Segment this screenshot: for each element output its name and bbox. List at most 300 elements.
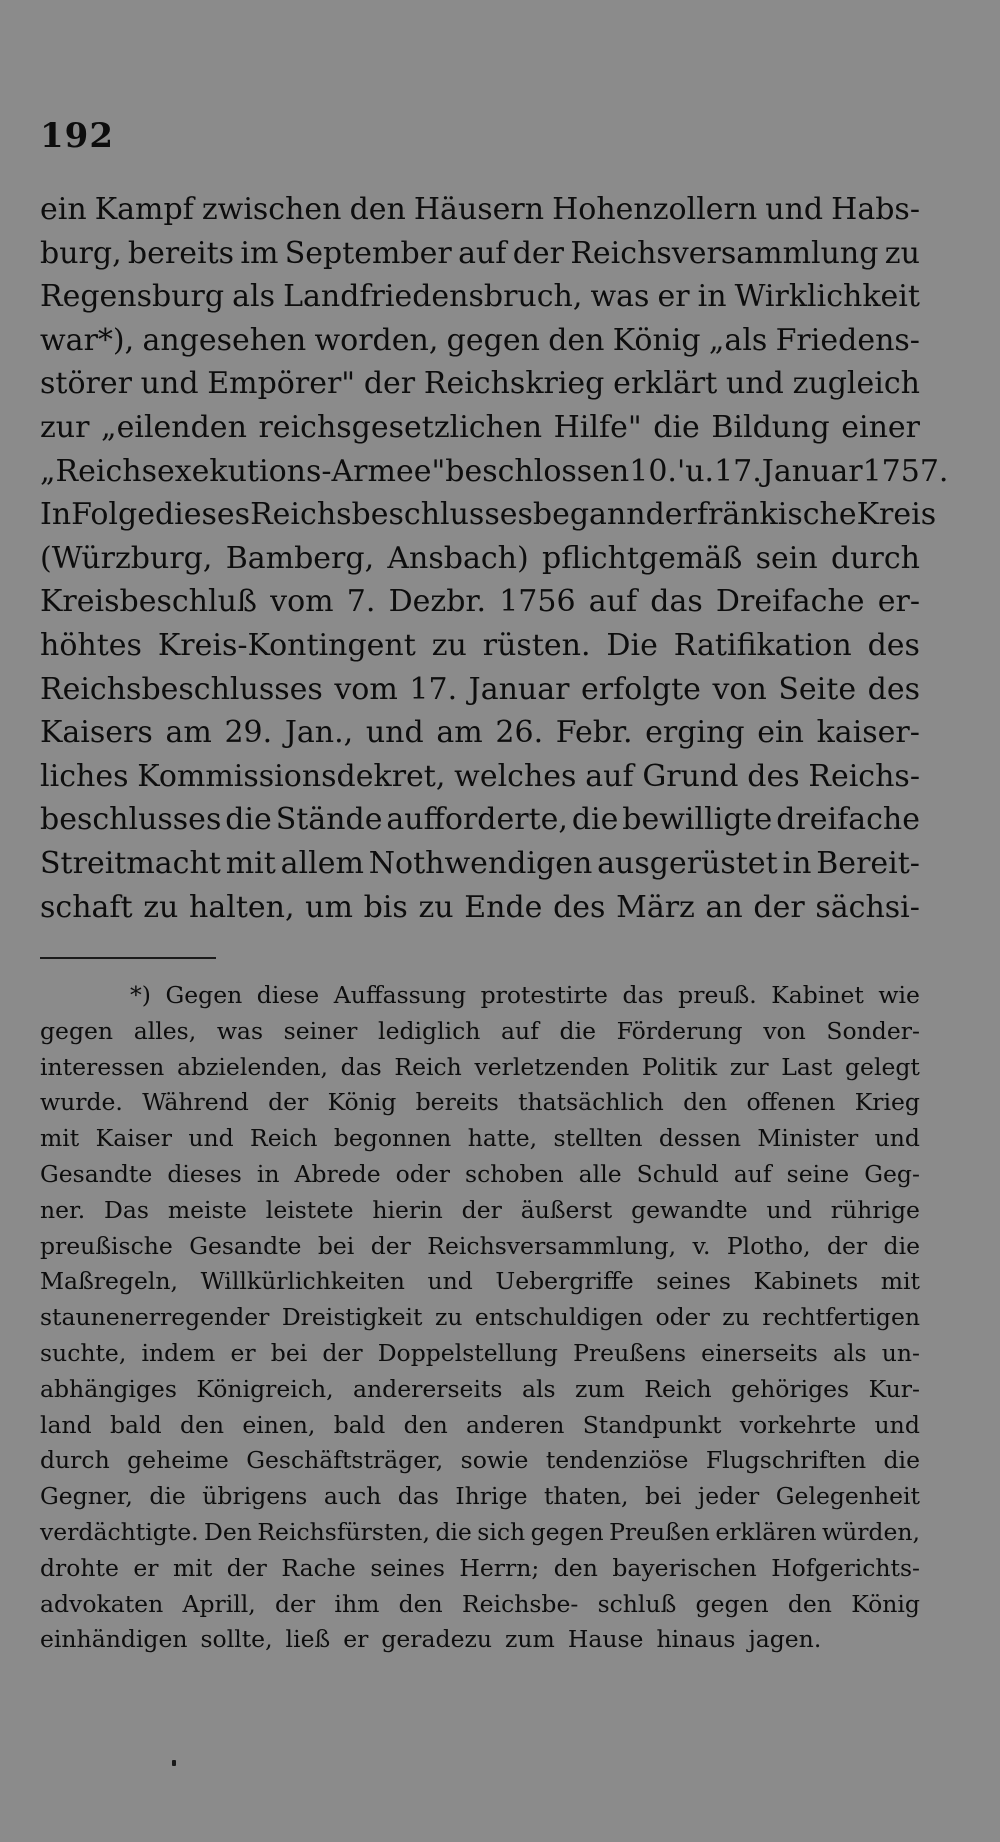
- word: sollte,: [200, 1625, 273, 1654]
- text-line: [40, 711, 920, 755]
- word: land: [40, 1410, 92, 1439]
- word: tendenziöse: [545, 1446, 689, 1475]
- word: Krieg: [854, 1088, 920, 1117]
- word: Ende: [464, 889, 543, 925]
- word: den: [548, 322, 605, 358]
- word: 17.: [714, 453, 762, 489]
- word: Jan.,: [284, 715, 354, 751]
- word: Reichsversammlung: [570, 235, 879, 271]
- word: als: [521, 1374, 556, 1403]
- word: den: [349, 192, 406, 227]
- word: erfolgte: [581, 671, 701, 707]
- word: un-: [881, 1338, 920, 1367]
- word: verletzenden: [474, 1052, 630, 1081]
- footnote-line: [40, 1443, 920, 1479]
- word: ein: [40, 192, 87, 227]
- text-line: [40, 275, 920, 319]
- text-line: [40, 624, 920, 668]
- word: seine: [786, 1159, 850, 1188]
- word: Gelegenheit: [775, 1482, 920, 1511]
- word: Politik: [641, 1052, 718, 1081]
- word: zur: [729, 1052, 769, 1081]
- word: Empörer": [207, 366, 356, 402]
- word: König: [851, 1589, 920, 1618]
- word: In: [40, 497, 72, 533]
- word: König: [327, 1088, 397, 1117]
- word: staunenerregender: [40, 1303, 270, 1332]
- word: war*),: [40, 322, 135, 358]
- word: das: [650, 584, 703, 620]
- word: begann: [532, 497, 646, 533]
- print-speck: [172, 1760, 176, 1766]
- word: kaiser-: [816, 715, 920, 751]
- word: hinaus: [656, 1625, 736, 1654]
- word: Dreistigkeit: [281, 1303, 423, 1332]
- word: an: [705, 889, 743, 925]
- word: Reichsbe-: [461, 1589, 579, 1618]
- word: mit: [173, 1553, 213, 1582]
- word: verdächtigte.: [40, 1517, 199, 1546]
- word: zu: [418, 889, 454, 925]
- word: wurde.: [40, 1088, 123, 1117]
- word: des: [867, 627, 920, 663]
- text-line: [40, 798, 920, 842]
- word: Königreich,: [196, 1374, 334, 1403]
- word: Last: [781, 1052, 833, 1081]
- word: mit: [40, 1124, 80, 1153]
- word: er: [657, 279, 690, 315]
- word: als: [832, 1338, 867, 1367]
- word: *): [130, 981, 151, 1009]
- word: die: [653, 409, 700, 445]
- word: Die: [606, 627, 658, 663]
- word: durch: [830, 540, 920, 576]
- word: Kaisers: [40, 715, 153, 751]
- word: er-: [877, 584, 920, 620]
- word: aufforderte,: [386, 802, 568, 838]
- word: 7.: [346, 584, 376, 620]
- word: Den: [204, 1517, 252, 1546]
- word: Kampf: [94, 192, 194, 227]
- word: Standpunkt: [582, 1410, 722, 1439]
- word: der: [363, 366, 416, 402]
- word: und: [427, 1267, 473, 1296]
- word: Wirklichkeit: [734, 279, 920, 315]
- word: er: [230, 1338, 256, 1367]
- word: Herrn;: [459, 1553, 540, 1582]
- word: am: [436, 715, 483, 751]
- word: 10.'u.: [629, 453, 715, 489]
- word: Ansbach): [387, 540, 529, 576]
- footnote-line: [40, 1085, 920, 1121]
- word: der: [753, 889, 805, 925]
- word: alle: [578, 1159, 622, 1188]
- word: und: [765, 192, 824, 227]
- word: advokaten: [40, 1589, 164, 1618]
- word: Reichsfürsten,: [257, 1517, 430, 1546]
- word: Januar: [761, 453, 863, 489]
- word: am: [165, 715, 212, 751]
- word: gehöriges: [731, 1374, 850, 1403]
- word: schaft: [40, 889, 133, 925]
- word: Kommissionsdekret,: [137, 758, 446, 794]
- word: „als: [708, 322, 768, 358]
- word: angesehen: [142, 322, 307, 358]
- word: hatte,: [467, 1124, 538, 1153]
- word: Gegner,: [40, 1482, 133, 1511]
- word: alles,: [133, 1016, 197, 1045]
- word: im: [240, 235, 279, 271]
- word: Regensburg: [40, 279, 225, 315]
- word: Preußen: [609, 1517, 710, 1546]
- word: und: [725, 366, 784, 402]
- word: Kabinet: [771, 981, 864, 1009]
- word: Bereit-: [816, 845, 920, 881]
- word: Ratifikation: [673, 627, 852, 663]
- word: geheime: [127, 1446, 229, 1475]
- footnote-line: [40, 1300, 920, 1336]
- footnote-line: [40, 1336, 920, 1372]
- word: ausgerüstet: [597, 845, 778, 881]
- word: wie: [878, 981, 920, 1009]
- word: drohte: [40, 1553, 119, 1582]
- word: gegen: [446, 322, 540, 358]
- word: bereits: [415, 1088, 499, 1117]
- footnote-line: [40, 1551, 920, 1587]
- word: abhängiges: [40, 1374, 177, 1403]
- word: als: [232, 279, 276, 315]
- word: Während: [142, 1088, 249, 1117]
- word: allem: [280, 845, 364, 881]
- word: geradezu: [381, 1625, 493, 1654]
- word: der: [268, 1088, 309, 1117]
- word: würden,: [821, 1517, 920, 1546]
- word: rüsten.: [482, 627, 591, 663]
- word: zur: [40, 409, 90, 445]
- footnote-line: [40, 1408, 920, 1444]
- word: der: [274, 1589, 316, 1618]
- word: zu: [431, 627, 467, 663]
- word: Friedens-: [775, 322, 920, 358]
- word: leistete: [265, 1195, 354, 1224]
- word: und: [140, 366, 199, 402]
- word: seines: [656, 1267, 731, 1296]
- word: (Würzburg,: [40, 540, 213, 576]
- word: zwischen: [201, 192, 342, 227]
- word: Gesandte: [189, 1231, 302, 1260]
- word: die: [883, 1446, 920, 1475]
- word: gewandte: [631, 1195, 748, 1224]
- word: dreifache: [776, 802, 920, 838]
- word: und: [874, 1124, 920, 1153]
- word: Hofgerichts-: [771, 1553, 920, 1582]
- word: Stände: [275, 802, 383, 838]
- word: Uebergriffe: [495, 1267, 634, 1296]
- word: 1757.: [862, 453, 949, 489]
- word: er: [133, 1553, 159, 1582]
- footnote-line: [40, 1515, 920, 1551]
- word: Landfriedensbruch,: [283, 279, 583, 315]
- word: Gesandte: [40, 1159, 153, 1188]
- word: preuß.: [678, 981, 757, 1009]
- word: das: [622, 981, 664, 1009]
- text-line: [40, 232, 920, 276]
- word: was: [216, 1016, 263, 1045]
- word: Geg-: [864, 1159, 920, 1188]
- word: dessen: [658, 1124, 741, 1153]
- page-number: 192: [40, 116, 114, 156]
- word: Kur-: [868, 1374, 920, 1403]
- text-line: [40, 188, 920, 232]
- word: mit: [880, 1267, 920, 1296]
- word: bayerischen: [612, 1553, 757, 1582]
- word: äußerst: [520, 1195, 613, 1224]
- word: Hilfe": [553, 409, 642, 445]
- word: bei: [317, 1231, 355, 1260]
- word: auf: [501, 1016, 539, 1045]
- footnote-line: [40, 1587, 920, 1623]
- word: Gegen: [165, 981, 243, 1009]
- word: störer: [40, 366, 132, 402]
- word: in: [697, 279, 727, 315]
- word: Reichskrieg: [423, 366, 605, 402]
- word: gegen: [40, 1016, 114, 1045]
- word: ein: [757, 715, 804, 751]
- word: Reich: [644, 1374, 712, 1403]
- text-line: [40, 842, 920, 886]
- footnote-line: [40, 1264, 920, 1300]
- word: die: [571, 802, 619, 838]
- word: ließ: [285, 1625, 331, 1654]
- word: des: [553, 889, 606, 925]
- text-line: [40, 493, 937, 537]
- word: das: [340, 1052, 382, 1081]
- word: Januar: [468, 671, 570, 707]
- word: des: [747, 758, 800, 794]
- word: was: [590, 279, 650, 315]
- word: worden,: [314, 322, 439, 358]
- footnote-line: [40, 1622, 920, 1658]
- word: die: [559, 1016, 596, 1045]
- word: Flugschriften: [705, 1446, 867, 1475]
- word: pflichtgemäß: [541, 540, 743, 576]
- word: Willkürlichkeiten: [200, 1267, 405, 1296]
- footnote-line: [40, 1050, 920, 1086]
- word: Kaiser: [95, 1124, 172, 1153]
- text-line: [40, 406, 920, 450]
- word: lediglich: [378, 1016, 481, 1045]
- word: Preußens: [573, 1338, 687, 1367]
- word: beschlossen: [445, 453, 630, 489]
- footnote-line: [40, 1157, 920, 1193]
- word: dieses: [154, 497, 251, 533]
- word: 29.: [224, 715, 273, 751]
- word: zum: [505, 1625, 555, 1654]
- word: Nothwendigen: [368, 845, 593, 881]
- word: zu: [434, 1303, 463, 1332]
- word: von: [763, 1016, 806, 1045]
- footnote-line: [40, 1372, 920, 1408]
- word: bewilligte: [622, 802, 773, 838]
- word: Minister: [757, 1124, 859, 1153]
- word: „eilenden: [101, 409, 247, 445]
- main-text: [40, 188, 949, 929]
- footnote-line: [40, 1479, 920, 1515]
- word: ner.: [40, 1195, 86, 1224]
- word: den: [553, 1553, 598, 1582]
- word: einerseits: [701, 1338, 818, 1367]
- word: gegen: [530, 1517, 604, 1546]
- word: der: [370, 1231, 411, 1260]
- word: burg,: [40, 235, 122, 271]
- word: anderen: [466, 1410, 565, 1439]
- word: Kabinets: [753, 1267, 859, 1296]
- word: sein: [755, 540, 818, 576]
- word: vorkehrte: [739, 1410, 857, 1439]
- word: der: [322, 1338, 363, 1367]
- word: erklären: [715, 1517, 817, 1546]
- word: er: [343, 1625, 369, 1654]
- word: die: [883, 1231, 920, 1260]
- word: vom: [270, 584, 334, 620]
- word: Reichs-: [808, 758, 920, 794]
- word: der: [226, 1553, 267, 1582]
- word: erging: [645, 715, 745, 751]
- word: Das: [104, 1195, 149, 1224]
- word: einhändigen: [40, 1625, 188, 1654]
- word: und: [188, 1124, 234, 1153]
- word: in: [782, 845, 812, 881]
- word: rechtfertigen: [762, 1303, 920, 1332]
- word: und: [874, 1410, 920, 1439]
- word: Reich: [250, 1124, 318, 1153]
- word: abzielenden,: [176, 1052, 328, 1081]
- word: Dreifache: [715, 584, 865, 620]
- word: reichsgesetzlichen: [258, 409, 543, 445]
- word: zu: [143, 889, 179, 925]
- word: meiste: [167, 1195, 247, 1224]
- word: Förderung: [616, 1016, 743, 1045]
- word: die: [149, 1482, 186, 1511]
- word: interessen: [40, 1052, 165, 1081]
- text-line: [40, 668, 920, 712]
- word: bei: [644, 1482, 682, 1511]
- word: übrigens: [202, 1482, 308, 1511]
- word: bald: [333, 1410, 386, 1439]
- word: sächsi-: [815, 889, 920, 925]
- word: 1756: [499, 584, 576, 620]
- word: zu: [884, 235, 920, 271]
- footnote-line: [40, 1229, 920, 1265]
- word: der: [826, 1231, 868, 1260]
- word: das: [397, 1482, 439, 1511]
- word: welches: [454, 758, 577, 794]
- word: Schuld: [636, 1159, 719, 1188]
- word: einer: [841, 409, 920, 445]
- word: einen,: [242, 1410, 316, 1439]
- word: jagen.: [748, 1625, 822, 1654]
- word: bald: [110, 1410, 162, 1439]
- word: ihm: [334, 1589, 380, 1618]
- word: dieses: [167, 1159, 242, 1188]
- word: Streitmacht: [40, 845, 221, 881]
- word: liches: [40, 758, 129, 794]
- word: des: [867, 671, 920, 707]
- word: vom: [334, 671, 398, 707]
- text-line: [40, 319, 920, 363]
- text-line: [40, 886, 920, 930]
- word: oder: [395, 1159, 451, 1188]
- word: thaten,: [543, 1482, 629, 1511]
- word: beschlusses: [40, 802, 222, 838]
- word: Kreis: [856, 497, 937, 533]
- word: Hause: [567, 1625, 644, 1654]
- word: auf: [458, 235, 507, 271]
- word: preußische: [40, 1231, 173, 1260]
- word: indem: [141, 1338, 216, 1367]
- word: Reichsversammlung,: [427, 1231, 677, 1260]
- word: Reichsbeschlusses: [40, 671, 323, 707]
- word: Seite: [778, 671, 857, 707]
- word: 26.: [495, 715, 544, 751]
- word: Plotho,: [726, 1231, 811, 1260]
- word: der: [645, 497, 697, 533]
- footnote-line: [40, 1014, 920, 1050]
- word: die: [225, 802, 272, 838]
- text-line: [40, 755, 920, 799]
- word: gelegt: [845, 1052, 920, 1081]
- word: sich: [477, 1517, 526, 1546]
- word: Reich: [394, 1052, 462, 1081]
- word: seines: [370, 1553, 445, 1582]
- word: halten,: [189, 889, 295, 925]
- word: offenen: [746, 1088, 836, 1117]
- word: Abrede: [294, 1159, 381, 1188]
- word: Auffassung: [333, 981, 467, 1009]
- word: entschuldigen: [474, 1303, 644, 1332]
- footnote-text: [40, 978, 920, 1658]
- word: Folge: [71, 497, 155, 533]
- word: Kreis-Kontingent: [157, 627, 416, 663]
- word: den: [179, 1410, 225, 1439]
- word: begonnen: [333, 1124, 452, 1153]
- word: zum: [574, 1374, 625, 1403]
- word: und: [766, 1195, 812, 1224]
- word: Häusern: [413, 192, 545, 227]
- word: Hohenzollern: [552, 192, 758, 227]
- word: auch: [323, 1482, 382, 1511]
- word: bereits: [127, 235, 235, 271]
- word: von: [712, 671, 767, 707]
- text-line: [40, 362, 920, 406]
- word: den: [403, 1410, 448, 1439]
- word: Dezbr.: [388, 584, 486, 620]
- word: Grund: [642, 758, 739, 794]
- word: und: [365, 715, 424, 751]
- word: andererseits: [353, 1374, 503, 1403]
- word: September: [284, 235, 452, 271]
- word: Febr.: [555, 715, 633, 751]
- word: den: [683, 1088, 728, 1117]
- word: v.: [692, 1231, 711, 1260]
- word: stellten: [553, 1124, 643, 1153]
- word: bis: [363, 889, 408, 925]
- word: König: [612, 322, 701, 358]
- word: Ihrige: [455, 1482, 528, 1511]
- word: Sonder-: [826, 1016, 920, 1045]
- word: Habs-: [831, 192, 920, 227]
- footnote-line: [40, 1193, 920, 1229]
